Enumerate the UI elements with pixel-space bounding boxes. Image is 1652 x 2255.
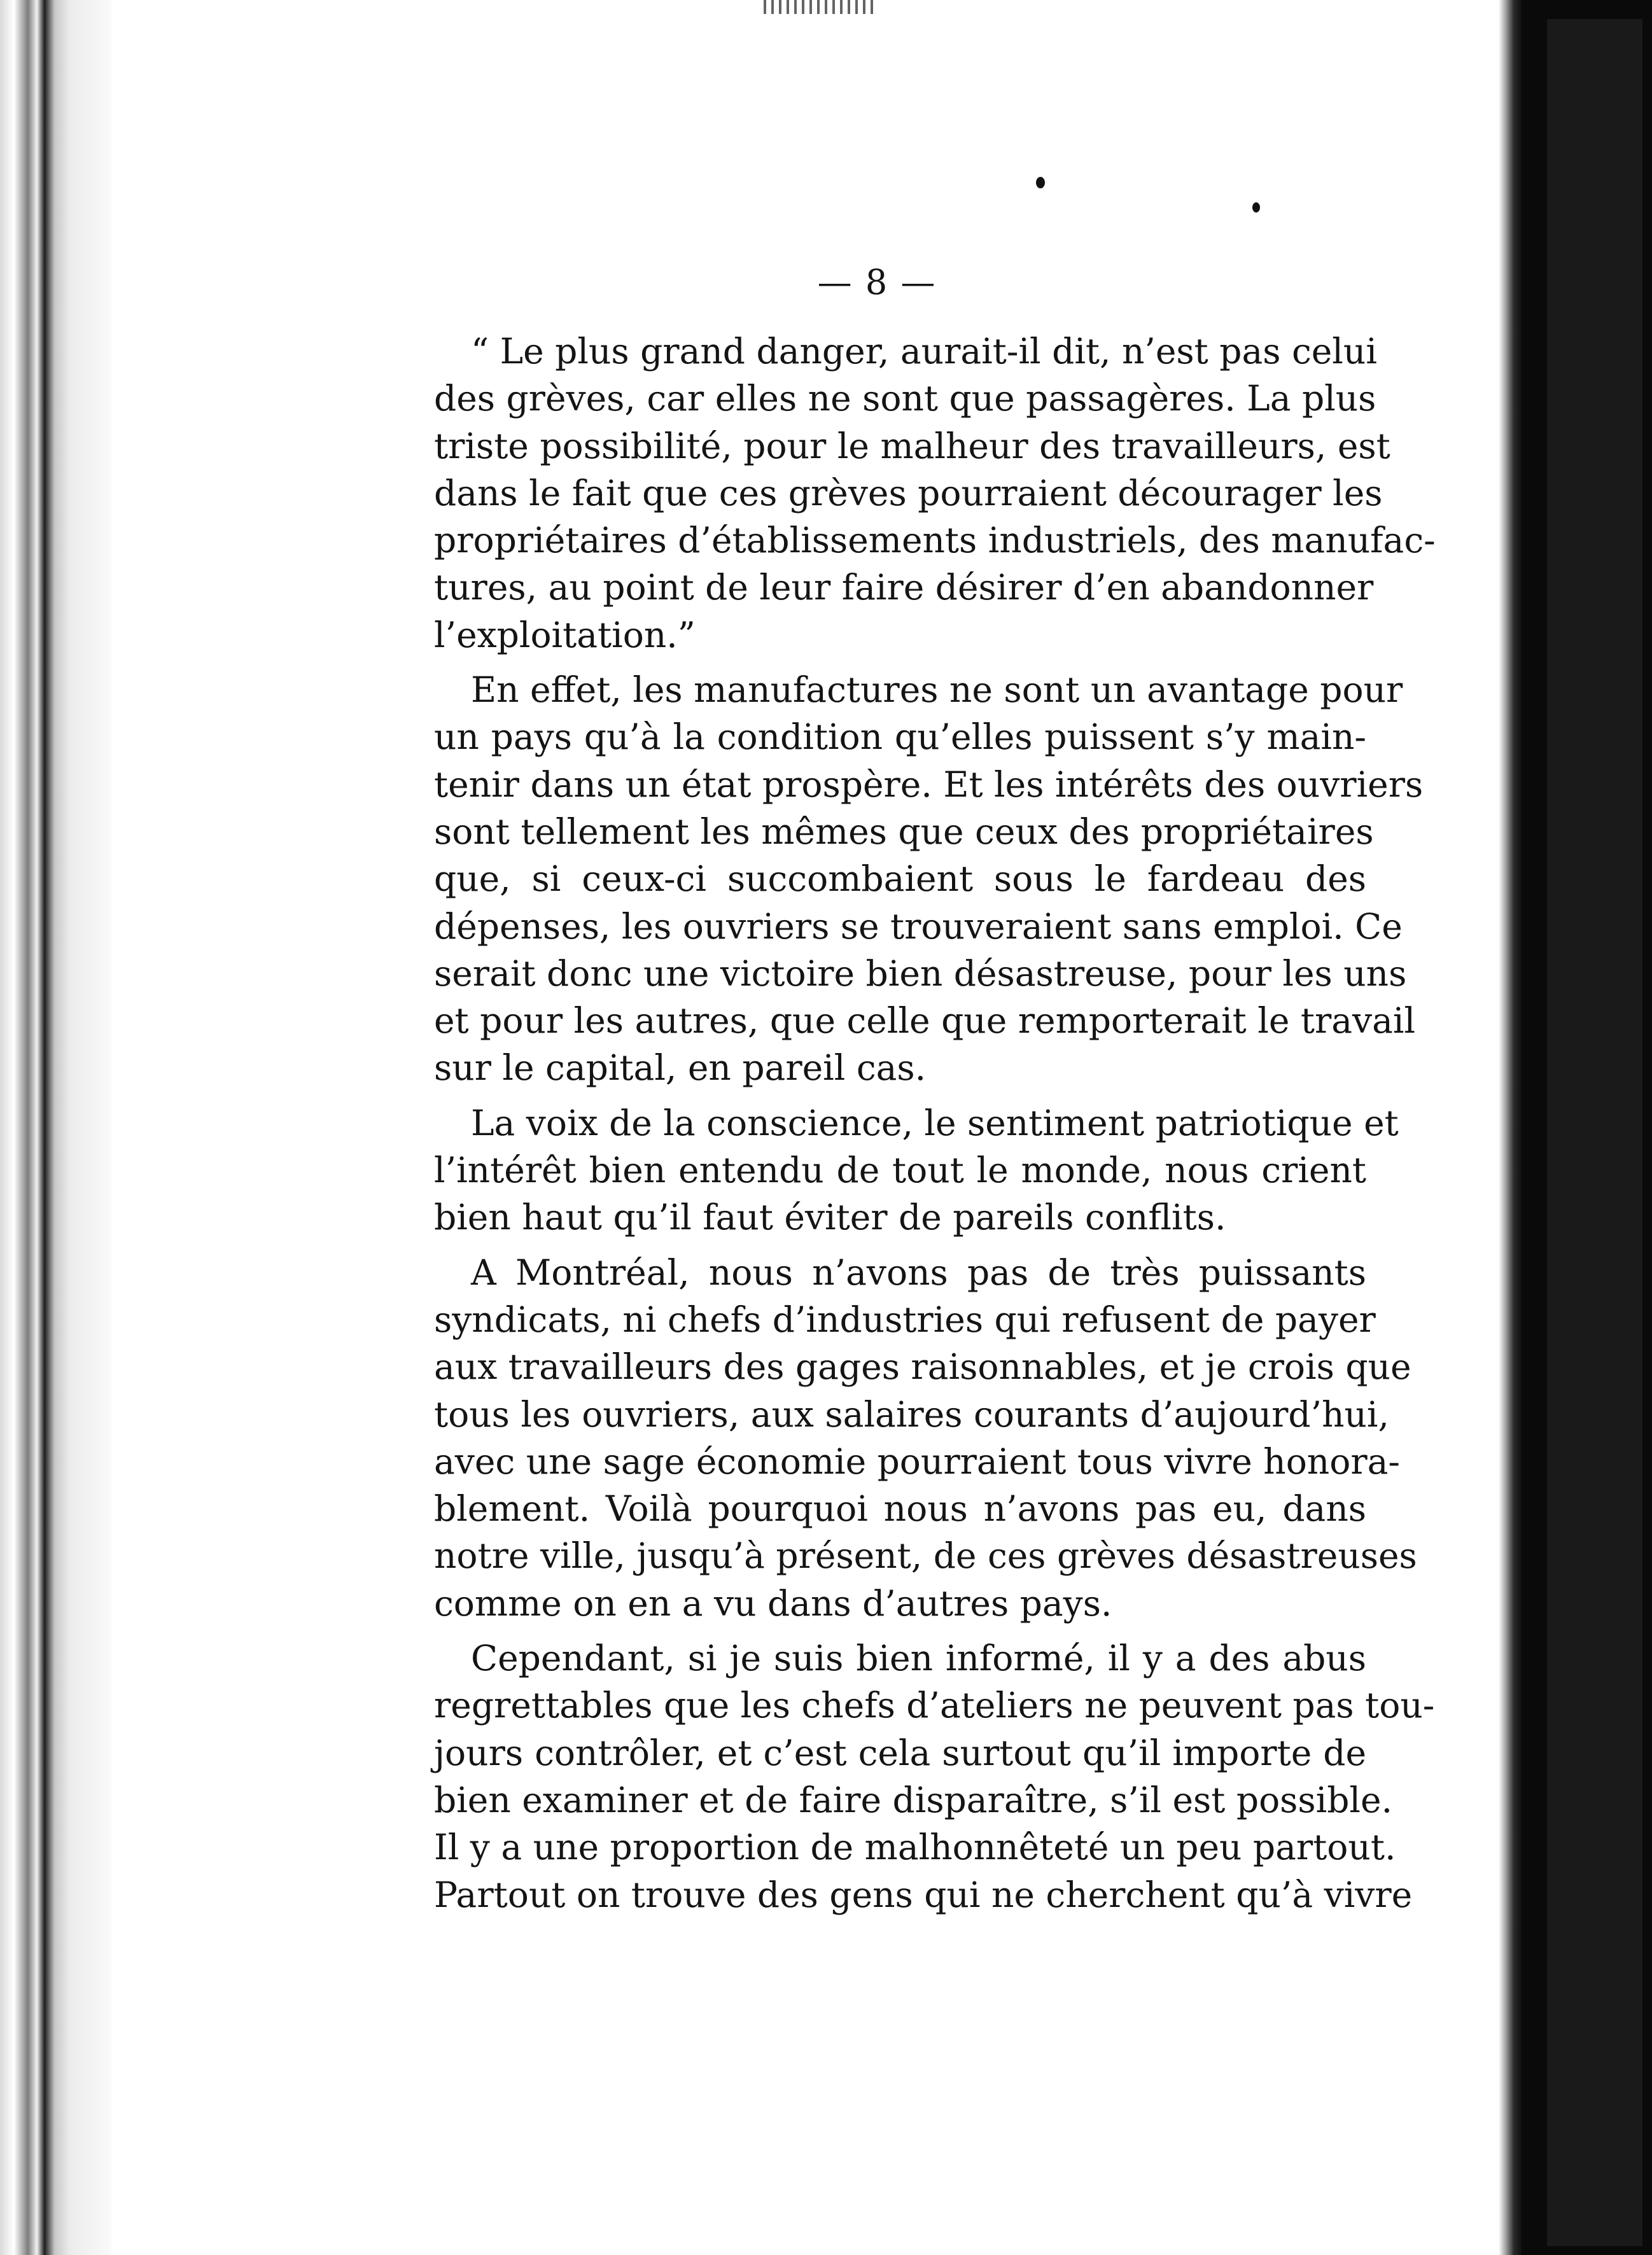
text-line: sont tellement les mêmes que ceux des propriétaires [434,811,1374,852]
body-text [434,328,1436,1918]
paragraph [434,666,1424,1092]
text-line: un pays qu’à la condition qu’elles puissent s’y main- [434,716,1366,758]
ink-speck [1252,202,1260,213]
text-line: tous les ouvriers, aux salaires courants d’aujourd’hui, [434,1393,1390,1435]
text-line: blement. Voilà pourquoi nous n’avons pas eu, dans [434,1488,1366,1530]
text-line: “ Le plus grand danger, aurait-il dit, n’est pas celui [471,331,1377,372]
text-line: tures, au point de leur faire désirer d’en abandonner [434,567,1374,608]
text-line: propriétaires d’établissements industriels, des manufac- [434,520,1436,561]
text-line: Il y a une proportion de malhonnêteté un peu partout. [434,1827,1396,1868]
text-line: bien haut qu’il faut éviter de pareils conflits. [434,1197,1226,1238]
text-line: des grèves, car elles ne sont que passagères. La plus [434,378,1376,419]
text-line: tenir dans un état prospère. Et les intérêts des ouvriers [434,764,1424,805]
right-scan-border [1522,0,1652,2255]
text-line: regrettables que les chefs d’ateliers ne peuvent pas tou- [434,1685,1435,1726]
text-line: serait donc une victoire bien désastreuse, pour les uns [434,953,1407,994]
text-line: l’intérêt bien entendu de tout le monde, nous crient [434,1150,1366,1191]
paragraph-gap [434,659,1366,666]
text-line: sur le capital, en pareil cas. [434,1047,927,1089]
text-line: comme on en a vu dans d’autres pays. [434,1582,1112,1624]
text-line: Cependant, si je suis bien informé, il y a des abus [471,1638,1366,1679]
paragraph-gap [434,1241,1366,1249]
text-line: dépenses, les ouvriers se trouveraient sans emploi. Ce [434,905,1403,947]
text-line: La voix de la conscience, le sentiment patriotique et [471,1102,1399,1143]
page-number: — 8 — [817,262,937,302]
text-line: A Montréal, nous n’avons pas de très puissants [471,1252,1366,1293]
right-scan-strip [1547,19,1642,2246]
text-line: avec une sage économie pourraient tous vivre honora- [434,1441,1401,1482]
paragraph [434,1635,1435,1918]
text-line: l’exploitation.” [434,614,696,655]
right-edge-shadow [1499,0,1522,2255]
paragraph-gap [434,1092,1366,1100]
text-line: et pour les autres, que celle que remporterait le travail [434,1000,1416,1042]
left-page-edge [0,0,111,2255]
text-line: triste possibilité, pour le malheur des travailleurs, est [434,425,1390,466]
text-line: Partout on trouve des gens qui ne cherchent qu’à vivre [434,1874,1413,1915]
text-line: En effet, les manufactures ne sont un avantage pour [471,669,1403,711]
text-line: notre ville, jusqu’à présent, de ces grèves désastreuses [434,1535,1417,1577]
text-line: jours contrôler, et c’est cela surtout qu’il importe de [434,1732,1366,1773]
text-line: aux travailleurs des gages raisonnables, et je crois que [434,1346,1411,1388]
ink-speck [1036,177,1045,188]
paragraph [434,1100,1399,1241]
text-line: dans le fait que ces grèves pourraient décourager les [434,472,1383,513]
text-line: syndicats, ni chefs d’industries qui refusent de payer [434,1299,1376,1340]
text-line: que, si ceux-ci succombaient sous le fardeau des [434,858,1366,900]
paragraph [434,1249,1417,1627]
paragraph-gap [434,1627,1366,1635]
text-line: bien examiner et de faire disparaître, s’il est possible. [434,1779,1393,1820]
top-edge-mark [764,0,878,14]
paragraph [434,328,1436,659]
